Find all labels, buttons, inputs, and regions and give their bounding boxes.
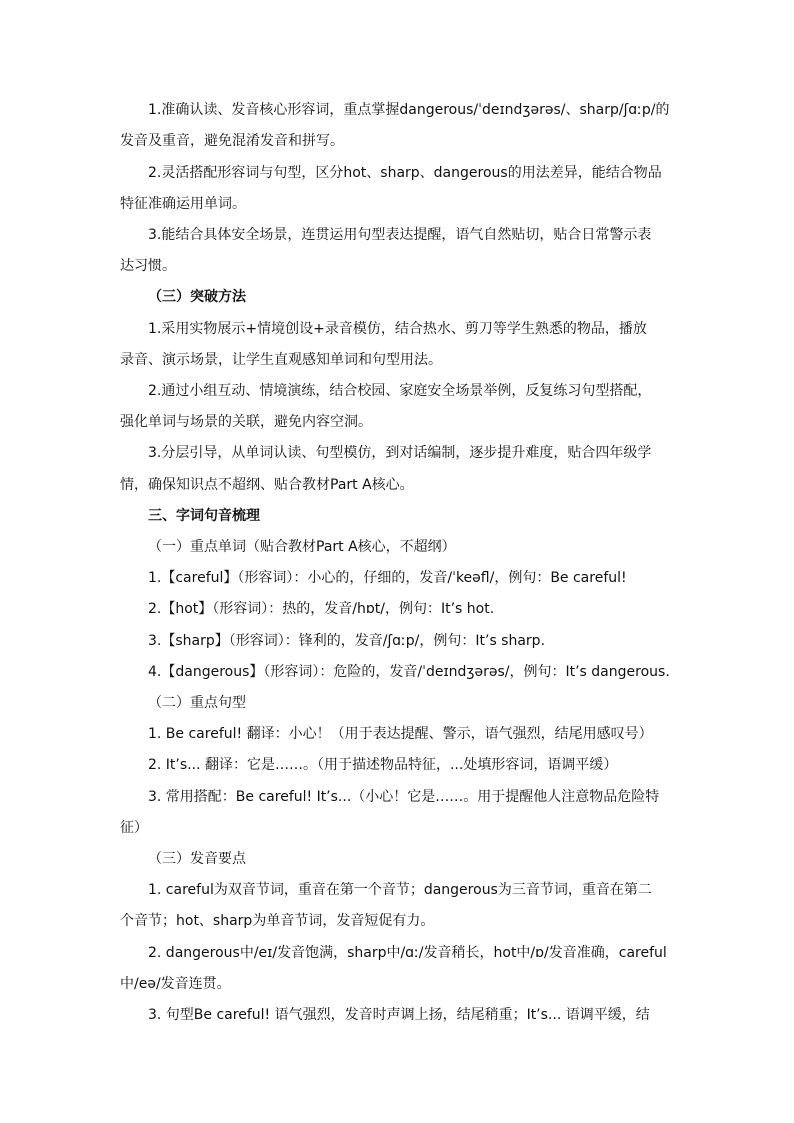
subheading-key-sentences: （二）重点句型 <box>148 695 246 711</box>
pronunciation-1-line-1: 1. careful为双音节词，重音在第一个音节；dangerous为三音节词，重音在第二 <box>148 882 652 898</box>
word-item-dangerous: 4.【dangerous】（形容词）：危险的，发音/ˈdeɪndʒərəs/，例句：It’s dangerous. <box>148 664 670 680</box>
word-item-hot: 2.【hot】（形容词）：热的，发音/hɒt/，例句：It’s hot. <box>148 601 495 617</box>
method-2-line-1: 2.通过小组互动、情境演练，结合校园、家庭安全场景举例，反复练习句型搭配， <box>148 383 652 399</box>
sentence-item-3-line-2: 征） <box>120 820 148 836</box>
method-3-line-1: 3.分层引导，从单词认读、句型模仿，到对话编制，逐步提升难度，贴合四年级学 <box>148 445 652 461</box>
objective-3-line-2: 达习惯。 <box>120 258 176 274</box>
pronunciation-3-line-1: 3. 句型Be careful! 语气强烈，发音时声调上扬，结尾稍重；It’s... 语调平缓，结 <box>148 1007 650 1023</box>
objective-1-line-2: 发音及重音，避免混淆发音和拼写。 <box>120 133 344 149</box>
word-item-careful: 1.【careful】（形容词）：小心的，仔细的，发音/ˈkeəfl/，例句：Be careful! <box>148 570 627 586</box>
method-3-line-2: 情，确保知识点不超纲、贴合教材Part A核心。 <box>120 477 414 493</box>
section-heading-vocabulary: 三、字词句音梳理 <box>148 508 260 524</box>
sentence-item-3-line-1: 3. 常用搭配：Be careful! It’s...（小心！它是……。用于提醒他人注意物品危险特 <box>148 789 660 805</box>
pronunciation-2-line-2: 中/eə/发音连贯。 <box>120 976 231 992</box>
sentence-item-2: 2. It’s... 翻译：它是……。（用于描述物品特征，...处填形容词，语调平缓） <box>148 757 618 773</box>
pronunciation-2-line-1: 2. dangerous中/eɪ/发音饱满，sharp中/ɑː/发音稍长，hot中/ɒ/发音准确，careful <box>148 945 667 961</box>
objective-3-line-1: 3.能结合具体安全场景，连贯运用句型表达提醒，语气自然贴切，贴合日常警示表 <box>148 227 652 243</box>
word-item-sharp: 3.【sharp】（形容词）：锋利的，发音/ʃɑːp/，例句：It’s sharp. <box>148 633 546 649</box>
objective-2-line-2: 特征准确运用单词。 <box>120 196 246 212</box>
sentence-item-1: 1. Be careful! 翻译：小心！（用于表达提醒、警示，语气强烈，结尾用感叹号） <box>148 726 653 742</box>
subheading-pronunciation: （三）发音要点 <box>148 851 246 867</box>
section-heading-breakthrough: （三）突破方法 <box>148 289 246 305</box>
method-1-line-2: 录音、演示场景，让学生直观感知单词和句型用法。 <box>120 352 442 368</box>
method-2-line-2: 强化单词与场景的关联，避免内容空洞。 <box>120 414 372 430</box>
objective-1-line-1: 1.准确认读、发音核心形容词，重点掌握dangerous/ˈdeɪndʒərəs/、sharp/ʃɑːp/的 <box>148 102 670 118</box>
method-1-line-1: 1.采用实物展示+情境创设+录音模仿，结合热水、剪刀等学生熟悉的物品，播放 <box>148 321 647 337</box>
objective-2-line-1: 2.灵活搭配形容词与句型，区分hot、sharp、dangerous的用法差异，能结合物品 <box>148 165 662 181</box>
subheading-key-words: （一）重点单词（贴合教材Part A核心，不超纲） <box>148 539 456 555</box>
pronunciation-1-line-2: 个音节；hot、sharp为单音节词，发音短促有力。 <box>120 913 435 929</box>
